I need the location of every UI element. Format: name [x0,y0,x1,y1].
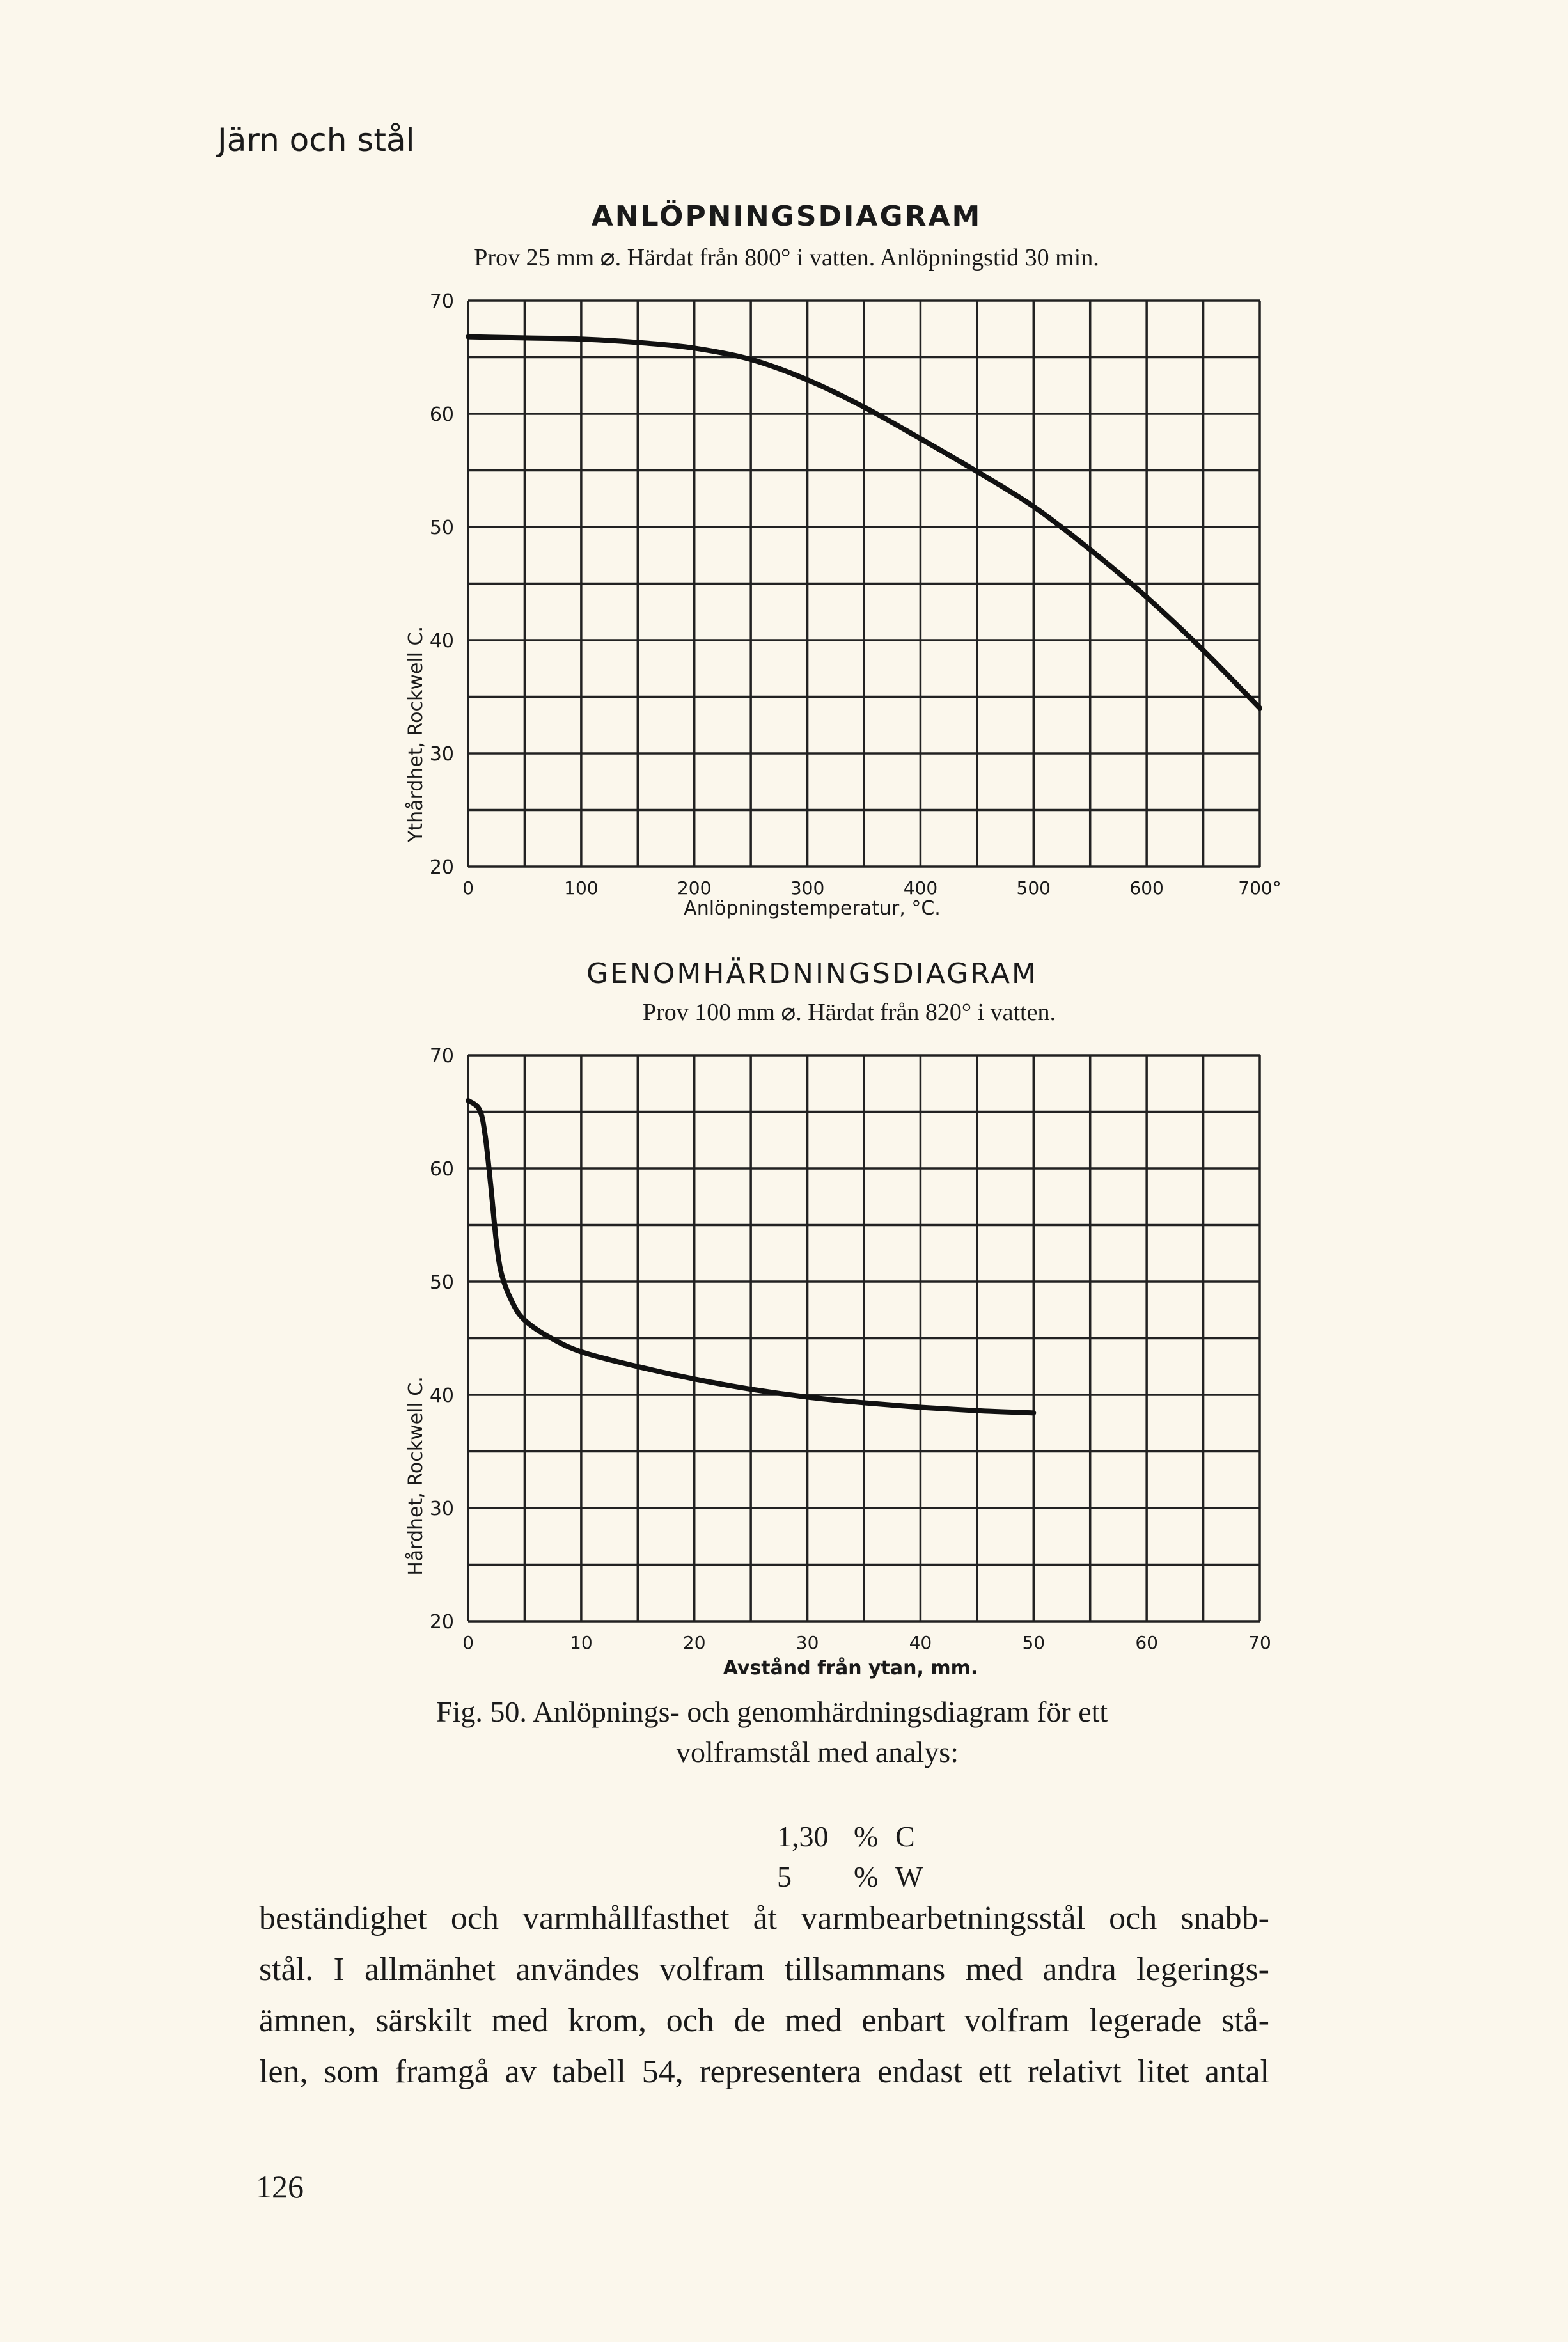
genomhardning-title: GENOMHÄRDNINGSDIAGRAM [586,957,1039,990]
analysis-value: 5 [777,1860,792,1893]
genomhardning-y-ticks [430,1045,454,1633]
genomhardning-subtitle: Prov 100 mm ⌀. Härdat från 820° i vatten. [643,999,1056,1026]
anlopning-y-ticks [430,290,454,879]
body-line: beständighet och varmhållfasthet åt varmbearbetningsstål och snabb- [259,1900,1269,1937]
x-tick-label: 60 [1135,1632,1158,1653]
anlopning-subtitle: Prov 25 mm ⌀. Härdat från 800° i vatten. Anlöpningstid 30 min. [474,244,1099,271]
genomhardning-y-axis-label: Hårdhet, Rockwell C. [405,1376,427,1576]
analysis-element: C [895,1820,915,1853]
y-tick-label: 40 [429,630,454,652]
x-tick-label: 70 [1248,1632,1271,1653]
y-tick-label: 30 [429,743,454,766]
analysis-row [777,1857,923,1897]
genomhardning-chart [0,940,1568,1688]
x-tick-label: 20 [682,1632,706,1653]
x-tick-label: 400 [903,877,938,899]
x-tick-label: 40 [909,1632,932,1653]
y-tick-label: 30 [429,1498,454,1520]
anlopning-grid [468,301,1260,867]
body-paragraph [259,1893,1269,2098]
x-tick-label: 30 [796,1632,819,1653]
y-tick-label: 20 [429,1611,454,1633]
caption-line-2: volframstål med analys: [676,1736,959,1768]
analysis-percent: % [854,1860,879,1893]
anlopning-x-ticks [462,877,1282,899]
analysis-percent: % [854,1820,879,1853]
y-tick-label: 70 [429,1045,454,1067]
y-tick-label: 40 [429,1385,454,1407]
body-line: len, som framgå av tabell 54, representera endast ett relativt litet antal [259,2054,1269,2090]
x-tick-label: 10 [570,1632,593,1653]
x-tick-label: 500 [1016,877,1051,899]
x-tick-label: 300 [790,877,825,899]
y-tick-label: 50 [429,517,454,539]
x-tick-label: 600 [1129,877,1164,899]
genomhardning-x-ticks [462,1632,1271,1653]
caption-line-1: Fig. 50. Anlöpnings- och genomhärdningsdiagram för ett [436,1695,1108,1728]
page-header: Järn och stål [217,122,415,159]
anlopning-chart [0,185,1568,953]
y-tick-label: 50 [429,1271,454,1294]
analysis-value: 1,30 [777,1820,829,1853]
body-line: stål. I allmänhet användes volfram tillsammans med andra legerings- [259,1951,1269,1988]
analysis-table [777,1816,923,1897]
anlopning-title: ANLÖPNINGSDIAGRAM [591,200,982,233]
y-tick-label: 60 [429,404,454,426]
y-tick-label: 60 [429,1158,454,1181]
x-tick-label: 100 [564,877,599,899]
x-tick-label: 200 [677,877,712,899]
y-tick-label: 20 [429,856,454,879]
anlopning-y-axis-label: Ythårdhet, Rockwell C. [405,625,427,843]
analysis-row [777,1816,923,1857]
figure-caption [436,1692,1267,1772]
anlopning-x-axis-label: Anlöpningstemperatur, °C. [684,897,941,920]
analysis-element: W [895,1860,923,1893]
x-tick-label: 0 [462,1632,474,1653]
x-tick-label: 50 [1022,1632,1046,1653]
y-tick-label: 70 [429,290,454,313]
genomhardning-x-axis-label: Avstånd från ytan, mm. [723,1657,978,1679]
page-number: 126 [256,2169,304,2204]
genomhardning-grid [468,1055,1260,1621]
x-tick-label: 700° [1238,877,1282,899]
body-line: ämnen, särskilt med krom, och de med enbart volfram legerade stå- [259,2002,1269,2039]
x-tick-label: 0 [462,877,474,899]
